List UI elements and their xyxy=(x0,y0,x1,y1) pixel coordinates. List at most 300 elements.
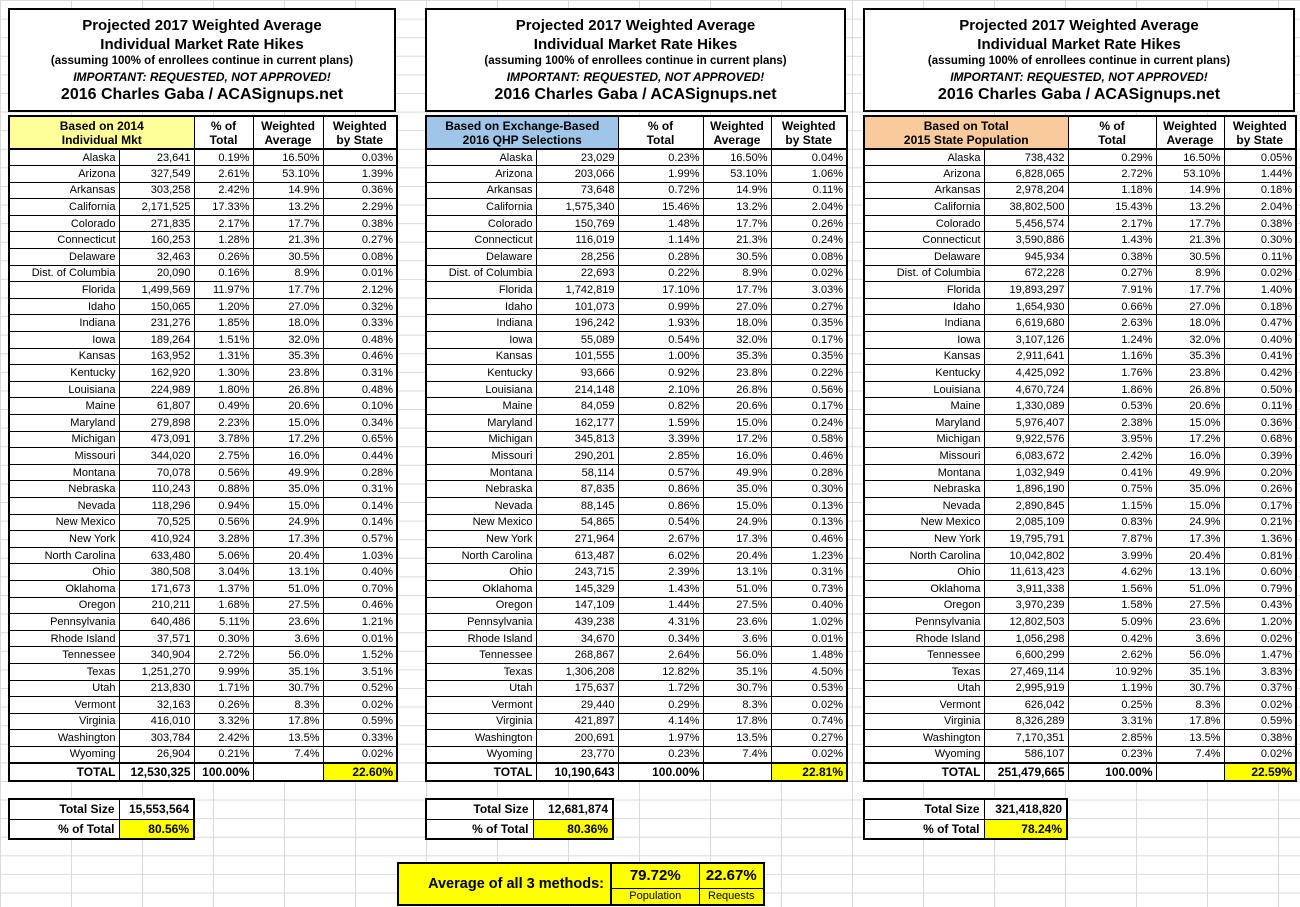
value-cell[interactable]: 84,059 xyxy=(536,398,618,415)
value-cell[interactable]: 2.85% xyxy=(1068,730,1156,747)
value-cell[interactable]: 27.0% xyxy=(1156,298,1224,315)
value-cell[interactable]: 0.29% xyxy=(618,697,703,714)
value-cell[interactable]: 0.03% xyxy=(323,149,397,166)
state-name-cell[interactable]: Wyoming xyxy=(426,746,536,763)
value-cell[interactable]: 613,487 xyxy=(536,547,618,564)
value-cell[interactable]: 0.25% xyxy=(1068,697,1156,714)
value-cell[interactable]: 1.18% xyxy=(1068,182,1156,199)
value-cell[interactable]: 27.5% xyxy=(703,597,771,614)
value-cell[interactable]: 56.0% xyxy=(253,647,323,664)
value-cell[interactable]: 23,029 xyxy=(536,149,618,166)
state-name-cell[interactable]: Iowa xyxy=(864,332,984,349)
value-cell[interactable]: 2.10% xyxy=(618,381,703,398)
value-cell[interactable]: 8.9% xyxy=(1156,265,1224,282)
value-cell[interactable]: 0.38% xyxy=(323,215,397,232)
value-cell[interactable]: 14.9% xyxy=(253,182,323,199)
total-size-value[interactable]: 12,681,874 xyxy=(533,799,613,819)
value-cell[interactable]: 1.44% xyxy=(1224,166,1296,183)
value-cell[interactable]: 0.01% xyxy=(323,630,397,647)
value-cell[interactable]: 0.54% xyxy=(618,514,703,531)
value-cell[interactable]: 0.14% xyxy=(323,497,397,514)
value-cell[interactable]: 16.0% xyxy=(703,448,771,465)
state-name-cell[interactable]: Oklahoma xyxy=(864,580,984,597)
value-cell[interactable]: 147,109 xyxy=(536,597,618,614)
value-cell[interactable]: 38,802,500 xyxy=(984,199,1068,216)
value-cell[interactable]: 17.8% xyxy=(1156,713,1224,730)
value-cell[interactable]: 2,911,641 xyxy=(984,348,1068,365)
state-name-cell[interactable]: Indiana xyxy=(426,315,536,332)
value-cell[interactable]: 1.23% xyxy=(771,547,847,564)
state-name-cell[interactable]: Dist. of Columbia xyxy=(864,265,984,282)
value-cell[interactable]: 640,486 xyxy=(119,614,194,631)
value-cell[interactable]: 0.28% xyxy=(323,464,397,481)
value-cell[interactable]: 35.1% xyxy=(1156,663,1224,680)
state-name-cell[interactable]: Arkansas xyxy=(9,182,119,199)
value-cell[interactable]: 17.2% xyxy=(703,431,771,448)
state-name-cell[interactable]: California xyxy=(9,199,119,216)
value-cell[interactable]: 88,145 xyxy=(536,497,618,514)
value-cell[interactable]: 1,654,930 xyxy=(984,298,1068,315)
value-cell[interactable]: 20.6% xyxy=(1156,398,1224,415)
value-cell[interactable]: 1.80% xyxy=(194,381,253,398)
value-cell[interactable]: 0.31% xyxy=(771,564,847,581)
value-cell[interactable]: 15.0% xyxy=(1156,415,1224,432)
value-cell[interactable]: 0.46% xyxy=(771,448,847,465)
value-cell[interactable]: 0.46% xyxy=(323,348,397,365)
value-cell[interactable]: 3.51% xyxy=(323,663,397,680)
value-cell[interactable]: 24.9% xyxy=(253,514,323,531)
state-name-cell[interactable]: Vermont xyxy=(426,697,536,714)
state-name-cell[interactable]: Alaska xyxy=(9,149,119,166)
value-cell[interactable]: 0.11% xyxy=(1224,249,1296,266)
state-name-cell[interactable]: Ohio xyxy=(426,564,536,581)
state-name-cell[interactable]: Florida xyxy=(426,282,536,299)
value-cell[interactable]: 1,896,190 xyxy=(984,481,1068,498)
state-name-cell[interactable]: Kentucky xyxy=(9,365,119,382)
state-name-cell[interactable]: Connecticut xyxy=(864,232,984,249)
state-name-cell[interactable]: Idaho xyxy=(9,298,119,315)
value-cell[interactable]: 8.9% xyxy=(253,265,323,282)
value-cell[interactable]: 1.58% xyxy=(1068,597,1156,614)
value-cell[interactable]: 0.24% xyxy=(771,232,847,249)
value-cell[interactable]: 26,904 xyxy=(119,746,194,763)
value-cell[interactable]: 0.02% xyxy=(1224,630,1296,647)
value-cell[interactable]: 0.56% xyxy=(771,381,847,398)
pct-of-total-label[interactable]: % of Total xyxy=(9,819,119,839)
value-cell[interactable]: 35.3% xyxy=(1156,348,1224,365)
value-cell[interactable]: 327,549 xyxy=(119,166,194,183)
value-cell[interactable]: 0.17% xyxy=(771,398,847,415)
value-cell[interactable]: 32,463 xyxy=(119,249,194,266)
value-cell[interactable]: 35.0% xyxy=(703,481,771,498)
value-cell[interactable]: 1.39% xyxy=(323,166,397,183)
average-population-sublabel[interactable]: Population xyxy=(611,888,699,905)
state-name-cell[interactable]: Indiana xyxy=(9,315,119,332)
value-cell[interactable]: 0.83% xyxy=(1068,514,1156,531)
value-cell[interactable]: 17.33% xyxy=(194,199,253,216)
value-cell[interactable]: 0.30% xyxy=(1224,232,1296,249)
state-name-cell[interactable]: Oregon xyxy=(426,597,536,614)
value-cell[interactable]: 53.10% xyxy=(1156,166,1224,183)
value-cell[interactable]: 224,989 xyxy=(119,381,194,398)
value-cell[interactable]: 13.5% xyxy=(253,730,323,747)
value-cell[interactable]: 87,835 xyxy=(536,481,618,498)
state-name-cell[interactable]: Pennsylvania xyxy=(864,614,984,631)
state-name-cell[interactable]: Texas xyxy=(9,663,119,680)
column-header-cell[interactable]: Weighted by State xyxy=(323,116,397,149)
total-value-cell[interactable]: 100.00% xyxy=(618,763,703,781)
state-name-cell[interactable]: Nebraska xyxy=(864,481,984,498)
value-cell[interactable]: 1.06% xyxy=(771,166,847,183)
value-cell[interactable]: 0.94% xyxy=(194,497,253,514)
state-name-cell[interactable]: Tennessee xyxy=(864,647,984,664)
value-cell[interactable]: 2.38% xyxy=(1068,415,1156,432)
value-cell[interactable]: 0.49% xyxy=(194,398,253,415)
value-cell[interactable]: 1.31% xyxy=(194,348,253,365)
value-cell[interactable]: 0.74% xyxy=(771,713,847,730)
state-name-cell[interactable]: North Carolina xyxy=(426,547,536,564)
value-cell[interactable]: 1.71% xyxy=(194,680,253,697)
state-name-cell[interactable]: Dist. of Columbia xyxy=(9,265,119,282)
state-name-cell[interactable]: Michigan xyxy=(9,431,119,448)
value-cell[interactable]: 70,525 xyxy=(119,514,194,531)
value-cell[interactable]: 473,091 xyxy=(119,431,194,448)
value-cell[interactable]: 0.47% xyxy=(1224,315,1296,332)
value-cell[interactable]: 1.72% xyxy=(618,680,703,697)
state-name-cell[interactable]: Oregon xyxy=(864,597,984,614)
value-cell[interactable]: 0.17% xyxy=(771,332,847,349)
state-name-cell[interactable]: Ohio xyxy=(9,564,119,581)
value-cell[interactable]: 56.0% xyxy=(703,647,771,664)
value-cell[interactable]: 27.5% xyxy=(1156,597,1224,614)
value-cell[interactable]: 23.8% xyxy=(253,365,323,382)
value-cell[interactable]: 3,970,239 xyxy=(984,597,1068,614)
group-header-cell[interactable]: Based on 2014 Individual Mkt xyxy=(9,116,194,149)
value-cell[interactable]: 0.02% xyxy=(771,746,847,763)
value-cell[interactable]: 2.17% xyxy=(194,215,253,232)
value-cell[interactable]: 0.75% xyxy=(1068,481,1156,498)
value-cell[interactable]: 0.53% xyxy=(1068,398,1156,415)
state-name-cell[interactable]: Maryland xyxy=(426,415,536,432)
state-name-cell[interactable]: Nebraska xyxy=(9,481,119,498)
value-cell[interactable]: 0.18% xyxy=(1224,298,1296,315)
value-cell[interactable]: 1,032,949 xyxy=(984,464,1068,481)
value-cell[interactable]: 1.28% xyxy=(194,232,253,249)
state-name-cell[interactable]: Nevada xyxy=(9,497,119,514)
value-cell[interactable]: 439,238 xyxy=(536,614,618,631)
value-cell[interactable]: 21.3% xyxy=(703,232,771,249)
state-name-cell[interactable]: Delaware xyxy=(864,249,984,266)
value-cell[interactable]: 20.6% xyxy=(703,398,771,415)
value-cell[interactable]: 7,170,351 xyxy=(984,730,1068,747)
value-cell[interactable]: 175,637 xyxy=(536,680,618,697)
value-cell[interactable]: 13.1% xyxy=(1156,564,1224,581)
value-cell[interactable]: 945,934 xyxy=(984,249,1068,266)
value-cell[interactable]: 9,922,576 xyxy=(984,431,1068,448)
value-cell[interactable]: 3.83% xyxy=(1224,663,1296,680)
value-cell[interactable]: 19,795,791 xyxy=(984,531,1068,548)
value-cell[interactable]: 345,813 xyxy=(536,431,618,448)
state-name-cell[interactable]: North Carolina xyxy=(9,547,119,564)
value-cell[interactable]: 213,830 xyxy=(119,680,194,697)
value-cell[interactable]: 17.3% xyxy=(1156,531,1224,548)
value-cell[interactable]: 13.2% xyxy=(253,199,323,216)
pct-of-total-label[interactable]: % of Total xyxy=(864,819,984,839)
value-cell[interactable]: 150,769 xyxy=(536,215,618,232)
value-cell[interactable]: 0.16% xyxy=(194,265,253,282)
value-cell[interactable]: 0.38% xyxy=(1224,730,1296,747)
value-cell[interactable]: 0.38% xyxy=(1068,249,1156,266)
value-cell[interactable]: 1,251,270 xyxy=(119,663,194,680)
value-cell[interactable]: 1.43% xyxy=(618,580,703,597)
total-size-label[interactable]: Total Size xyxy=(9,799,119,819)
state-name-cell[interactable]: Tennessee xyxy=(9,647,119,664)
state-name-cell[interactable]: Alaska xyxy=(426,149,536,166)
state-name-cell[interactable]: Washington xyxy=(426,730,536,747)
value-cell[interactable]: 0.37% xyxy=(1224,680,1296,697)
state-name-cell[interactable]: Arkansas xyxy=(864,182,984,199)
value-cell[interactable]: 0.27% xyxy=(771,730,847,747)
value-cell[interactable]: 0.02% xyxy=(771,697,847,714)
value-cell[interactable]: 20.4% xyxy=(703,547,771,564)
value-cell[interactable]: 0.79% xyxy=(1224,580,1296,597)
value-cell[interactable]: 13.2% xyxy=(703,199,771,216)
value-cell[interactable]: 13.2% xyxy=(1156,199,1224,216)
value-cell[interactable]: 1.68% xyxy=(194,597,253,614)
state-name-cell[interactable]: Montana xyxy=(9,464,119,481)
value-cell[interactable]: 1.48% xyxy=(618,215,703,232)
value-cell[interactable]: 7.87% xyxy=(1068,531,1156,548)
value-cell[interactable]: 1.03% xyxy=(323,547,397,564)
value-cell[interactable]: 0.23% xyxy=(1068,746,1156,763)
value-cell[interactable]: 73,648 xyxy=(536,182,618,199)
value-cell[interactable]: 49.9% xyxy=(703,464,771,481)
value-cell[interactable]: 1.14% xyxy=(618,232,703,249)
state-name-cell[interactable]: Louisiana xyxy=(426,381,536,398)
value-cell[interactable]: 0.23% xyxy=(618,149,703,166)
total-label-cell[interactable]: TOTAL xyxy=(864,763,984,781)
value-cell[interactable]: 2,171,525 xyxy=(119,199,194,216)
total-label-cell[interactable]: TOTAL xyxy=(9,763,119,781)
value-cell[interactable]: 0.38% xyxy=(1224,215,1296,232)
value-cell[interactable]: 0.19% xyxy=(194,149,253,166)
value-cell[interactable]: 0.48% xyxy=(323,381,397,398)
value-cell[interactable]: 0.59% xyxy=(1224,713,1296,730)
value-cell[interactable]: 1.19% xyxy=(1068,680,1156,697)
value-cell[interactable]: 1.44% xyxy=(618,597,703,614)
value-cell[interactable]: 20.4% xyxy=(253,547,323,564)
value-cell[interactable]: 2.42% xyxy=(194,730,253,747)
state-name-cell[interactable]: Kentucky xyxy=(864,365,984,382)
value-cell[interactable]: 1.47% xyxy=(1224,647,1296,664)
value-cell[interactable]: 1.36% xyxy=(1224,531,1296,548)
value-cell[interactable]: 160,253 xyxy=(119,232,194,249)
value-cell[interactable]: 6,828,065 xyxy=(984,166,1068,183)
value-cell[interactable]: 7.91% xyxy=(1068,282,1156,299)
state-name-cell[interactable]: Arizona xyxy=(426,166,536,183)
value-cell[interactable]: 27.5% xyxy=(253,597,323,614)
value-cell[interactable]: 196,242 xyxy=(536,315,618,332)
value-cell[interactable]: 32.0% xyxy=(253,332,323,349)
value-cell[interactable]: 0.42% xyxy=(1068,630,1156,647)
value-cell[interactable]: 0.43% xyxy=(1224,597,1296,614)
value-cell[interactable]: 17.7% xyxy=(703,215,771,232)
value-cell[interactable]: 101,073 xyxy=(536,298,618,315)
state-name-cell[interactable]: Kansas xyxy=(426,348,536,365)
value-cell[interactable]: 51.0% xyxy=(1156,580,1224,597)
value-cell[interactable]: 4.50% xyxy=(771,663,847,680)
value-cell[interactable]: 27,469,114 xyxy=(984,663,1068,680)
total-size-value[interactable]: 321,418,820 xyxy=(984,799,1067,819)
value-cell[interactable]: 1,330,089 xyxy=(984,398,1068,415)
value-cell[interactable]: 200,691 xyxy=(536,730,618,747)
value-cell[interactable]: 0.68% xyxy=(1224,431,1296,448)
state-name-cell[interactable]: California xyxy=(864,199,984,216)
value-cell[interactable]: 17.7% xyxy=(1156,215,1224,232)
value-cell[interactable]: 5.11% xyxy=(194,614,253,631)
state-name-cell[interactable]: Ohio xyxy=(864,564,984,581)
state-name-cell[interactable]: Virginia xyxy=(864,713,984,730)
total-value-cell[interactable] xyxy=(703,763,771,781)
state-name-cell[interactable]: Kansas xyxy=(9,348,119,365)
value-cell[interactable]: 0.50% xyxy=(1224,381,1296,398)
state-name-cell[interactable]: New Mexico xyxy=(9,514,119,531)
value-cell[interactable]: 2,085,109 xyxy=(984,514,1068,531)
value-cell[interactable]: 15.0% xyxy=(253,497,323,514)
value-cell[interactable]: 23.8% xyxy=(1156,365,1224,382)
value-cell[interactable]: 0.48% xyxy=(323,332,397,349)
average-population-value[interactable]: 79.72% xyxy=(611,863,699,888)
value-cell[interactable]: 1,742,819 xyxy=(536,282,618,299)
state-name-cell[interactable]: Iowa xyxy=(426,332,536,349)
column-header-cell[interactable]: % of Total xyxy=(618,116,703,149)
state-name-cell[interactable]: Utah xyxy=(426,680,536,697)
value-cell[interactable]: 279,898 xyxy=(119,415,194,432)
value-cell[interactable]: 2.12% xyxy=(323,282,397,299)
value-cell[interactable]: 3,911,338 xyxy=(984,580,1068,597)
value-cell[interactable]: 11,613,423 xyxy=(984,564,1068,581)
state-name-cell[interactable]: Dist. of Columbia xyxy=(426,265,536,282)
value-cell[interactable]: 2.72% xyxy=(1068,166,1156,183)
value-cell[interactable]: 15.0% xyxy=(253,415,323,432)
value-cell[interactable]: 2.23% xyxy=(194,415,253,432)
value-cell[interactable]: 17.7% xyxy=(253,282,323,299)
value-cell[interactable]: 58,114 xyxy=(536,464,618,481)
value-cell[interactable]: 2,978,204 xyxy=(984,182,1068,199)
value-cell[interactable]: 8.9% xyxy=(703,265,771,282)
value-cell[interactable]: 30.5% xyxy=(1156,249,1224,266)
value-cell[interactable]: 0.57% xyxy=(323,531,397,548)
value-cell[interactable]: 49.9% xyxy=(1156,464,1224,481)
state-name-cell[interactable]: New York xyxy=(864,531,984,548)
value-cell[interactable]: 0.42% xyxy=(1224,365,1296,382)
group-header-cell[interactable]: Based on Exchange-Based 2016 QHP Selections xyxy=(426,116,618,149)
value-cell[interactable]: 0.30% xyxy=(194,630,253,647)
value-cell[interactable]: 0.41% xyxy=(1224,348,1296,365)
value-cell[interactable]: 1.24% xyxy=(1068,332,1156,349)
value-cell[interactable]: 633,480 xyxy=(119,547,194,564)
value-cell[interactable]: 0.02% xyxy=(1224,697,1296,714)
state-name-cell[interactable]: Maine xyxy=(864,398,984,415)
value-cell[interactable]: 0.40% xyxy=(1224,332,1296,349)
value-cell[interactable]: 5,456,574 xyxy=(984,215,1068,232)
value-cell[interactable]: 56.0% xyxy=(1156,647,1224,664)
state-name-cell[interactable]: Indiana xyxy=(864,315,984,332)
state-name-cell[interactable]: Texas xyxy=(864,663,984,680)
value-cell[interactable]: 17.10% xyxy=(618,282,703,299)
state-name-cell[interactable]: Colorado xyxy=(9,215,119,232)
value-cell[interactable]: 0.59% xyxy=(323,713,397,730)
value-cell[interactable]: 35.1% xyxy=(703,663,771,680)
value-cell[interactable]: 344,020 xyxy=(119,448,194,465)
value-cell[interactable]: 5.06% xyxy=(194,547,253,564)
state-name-cell[interactable]: Vermont xyxy=(864,697,984,714)
value-cell[interactable]: 0.54% xyxy=(618,332,703,349)
value-cell[interactable]: 1,499,569 xyxy=(119,282,194,299)
value-cell[interactable]: 4,425,092 xyxy=(984,365,1068,382)
value-cell[interactable]: 0.08% xyxy=(323,249,397,266)
value-cell[interactable]: 26.8% xyxy=(703,381,771,398)
state-name-cell[interactable]: Michigan xyxy=(426,431,536,448)
value-cell[interactable]: 18.0% xyxy=(253,315,323,332)
value-cell[interactable]: 1.97% xyxy=(618,730,703,747)
value-cell[interactable]: 28,256 xyxy=(536,249,618,266)
state-name-cell[interactable]: Kentucky xyxy=(426,365,536,382)
value-cell[interactable]: 0.02% xyxy=(323,697,397,714)
value-cell[interactable]: 2.04% xyxy=(1224,199,1296,216)
state-name-cell[interactable]: Arizona xyxy=(864,166,984,183)
value-cell[interactable]: 0.11% xyxy=(771,182,847,199)
state-name-cell[interactable]: Pennsylvania xyxy=(426,614,536,631)
state-name-cell[interactable]: Alaska xyxy=(864,149,984,166)
state-name-cell[interactable]: Colorado xyxy=(864,215,984,232)
value-cell[interactable]: 54,865 xyxy=(536,514,618,531)
value-cell[interactable]: 118,296 xyxy=(119,497,194,514)
value-cell[interactable]: 1.02% xyxy=(771,614,847,631)
state-name-cell[interactable]: Nevada xyxy=(864,497,984,514)
value-cell[interactable]: 0.22% xyxy=(618,265,703,282)
pct-of-total-value[interactable]: 80.36% xyxy=(533,819,613,839)
value-cell[interactable]: 626,042 xyxy=(984,697,1068,714)
value-cell[interactable]: 3.28% xyxy=(194,531,253,548)
state-name-cell[interactable]: New Mexico xyxy=(864,514,984,531)
value-cell[interactable]: 0.02% xyxy=(1224,265,1296,282)
value-cell[interactable]: 0.08% xyxy=(771,249,847,266)
value-cell[interactable]: 3.6% xyxy=(253,630,323,647)
value-cell[interactable]: 0.73% xyxy=(771,580,847,597)
value-cell[interactable]: 32,163 xyxy=(119,697,194,714)
value-cell[interactable]: 4.62% xyxy=(1068,564,1156,581)
value-cell[interactable]: 0.22% xyxy=(771,365,847,382)
column-header-cell[interactable]: Weighted Average xyxy=(1156,116,1224,149)
value-cell[interactable]: 1.52% xyxy=(323,647,397,664)
value-cell[interactable]: 53.10% xyxy=(703,166,771,183)
value-cell[interactable]: 410,924 xyxy=(119,531,194,548)
value-cell[interactable]: 35.0% xyxy=(1156,481,1224,498)
value-cell[interactable]: 14.9% xyxy=(1156,182,1224,199)
value-cell[interactable]: 0.11% xyxy=(1224,398,1296,415)
value-cell[interactable]: 2.61% xyxy=(194,166,253,183)
value-cell[interactable]: 0.34% xyxy=(323,415,397,432)
state-name-cell[interactable]: Connecticut xyxy=(9,232,119,249)
value-cell[interactable]: 1.56% xyxy=(1068,580,1156,597)
value-cell[interactable]: 30.7% xyxy=(253,680,323,697)
value-cell[interactable]: 1.85% xyxy=(194,315,253,332)
total-value-cell[interactable]: 22.60% xyxy=(323,763,397,781)
value-cell[interactable]: 3.04% xyxy=(194,564,253,581)
value-cell[interactable]: 0.01% xyxy=(771,630,847,647)
state-name-cell[interactable]: Maryland xyxy=(9,415,119,432)
